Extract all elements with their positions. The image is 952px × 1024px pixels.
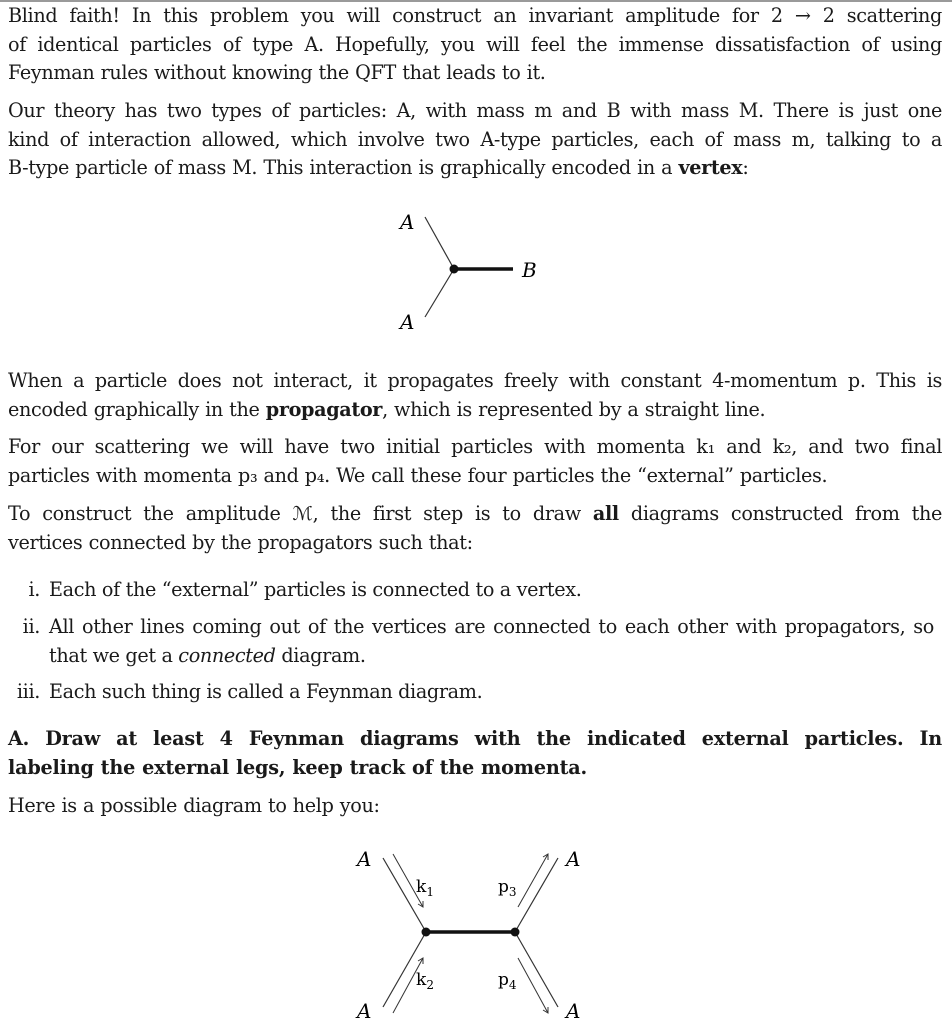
list-item-text: Each such thing is called a Feynman diagram. (49, 680, 483, 703)
amplitude-line1 (8, 500, 942, 529)
propagator-line2-end: , which is represented by a straight line. (382, 397, 766, 421)
question-a-line2: labeling the external legs, keep track of the momenta. (8, 755, 587, 779)
intro-p2-line3-text: B-type particle of mass M. This interaction is graphically encoded in a (8, 156, 679, 180)
intro-p2-line3 (8, 154, 942, 183)
list-item-ii-line2-text: that we get a (49, 643, 179, 667)
term-propagator: propagator (265, 397, 383, 421)
label-k1: $k_1$ (416, 877, 434, 899)
vertex-dot-left (422, 928, 431, 937)
term-all: all (592, 502, 619, 525)
momenta-line2: particles with momenta p₃ and p₄. We call these four particles the “external” particles. (8, 463, 828, 487)
hint-text: Here is a possible diagram to help you: (8, 794, 380, 817)
intro-paragraph-1 (8, 2, 942, 88)
vertex-diagram (390, 205, 560, 335)
arrow-p3-icon (518, 854, 548, 907)
intro-p2-line3-end: : (742, 156, 749, 180)
example-feynman-diagram (350, 840, 600, 1024)
vertex-dot-right (511, 928, 520, 937)
label-a-bottom-left: A (357, 999, 372, 1023)
term-connected: connected (178, 643, 276, 667)
label-a-bottom-right: A (566, 999, 581, 1023)
intro-p1-line3: Feynman rules without knowing the QFT that leads to it. (8, 61, 546, 85)
intro-paragraph-2 (8, 97, 942, 183)
label-k2: $k_2$ (416, 970, 434, 992)
propagator-paragraph (8, 367, 942, 424)
label-a-top-left: A (357, 847, 372, 871)
list-item-ii-line2-end: diagram. (275, 643, 366, 667)
leg-p3 (515, 858, 558, 932)
vertex-dot (450, 265, 459, 274)
label-p3: $p_3$ (498, 877, 517, 899)
amplitude-line1-end: diagrams constructed from the (618, 502, 942, 525)
question-a (8, 725, 942, 782)
list-item-i (0, 576, 952, 606)
list-item-text: Each of the “external” particles is connected to a vertex. (49, 578, 582, 601)
momenta-paragraph (8, 433, 942, 490)
vertex-label-bottom: A (400, 310, 415, 334)
arrow-p4-icon (518, 958, 548, 1013)
intro-p1-line1: Blind faith! In this problem you will construct an invariant amplitude for 2 → 2 scattering (8, 4, 942, 27)
list-marker: iii. (16, 680, 40, 703)
momenta-line1: For our scattering we will have two initial particles with momenta k₁ and k₂, and two final (8, 435, 942, 458)
intro-p2-line2: kind of interaction allowed, which involve two A-type particles, each of mass m, talking to a (8, 127, 942, 151)
propagator-line1: When a particle does not interact, it propagates freely with constant 4-momentum p. This is (8, 369, 942, 392)
amplitude-paragraph (8, 500, 942, 557)
vertex-line-a-bottom (425, 269, 454, 317)
vertex-label-top: A (400, 210, 415, 234)
amplitude-line1-text: To construct the amplitude ℳ, the first step is to draw (8, 502, 593, 525)
list-item-ii-line1: All other lines coming out of the vertices are connected to each other with propagators, so (49, 615, 934, 638)
amplitude-line2: vertices connected by the propagators such that: (8, 530, 473, 554)
term-vertex: vertex (678, 156, 743, 180)
propagator-line2-text: encoded graphically in the (8, 397, 266, 421)
label-a-top-right: A (566, 847, 581, 871)
intro-p1-line2: of identical particles of type A. Hopefully, you will feel the immense dissatisfaction of using (8, 32, 942, 56)
list-marker: ii. (22, 615, 40, 638)
vertex-label-right: B (522, 258, 537, 282)
question-a-line1: A. Draw at least 4 Feynman diagrams with the indicated external particles. In (8, 727, 942, 750)
list-item-ii (0, 613, 952, 673)
list-marker: i. (28, 578, 40, 601)
list-item-text (49, 613, 934, 670)
list-item-ii-line2 (49, 642, 934, 671)
vertex-line-a-top (425, 217, 454, 269)
label-p4: $p_4$ (498, 970, 517, 992)
propagator-line2 (8, 396, 942, 425)
intro-p2-line1: Our theory has two types of particles: A, with mass m and B with mass M. There is just one (8, 99, 942, 122)
list-item-iii (0, 678, 952, 708)
leg-p4 (515, 932, 558, 1007)
